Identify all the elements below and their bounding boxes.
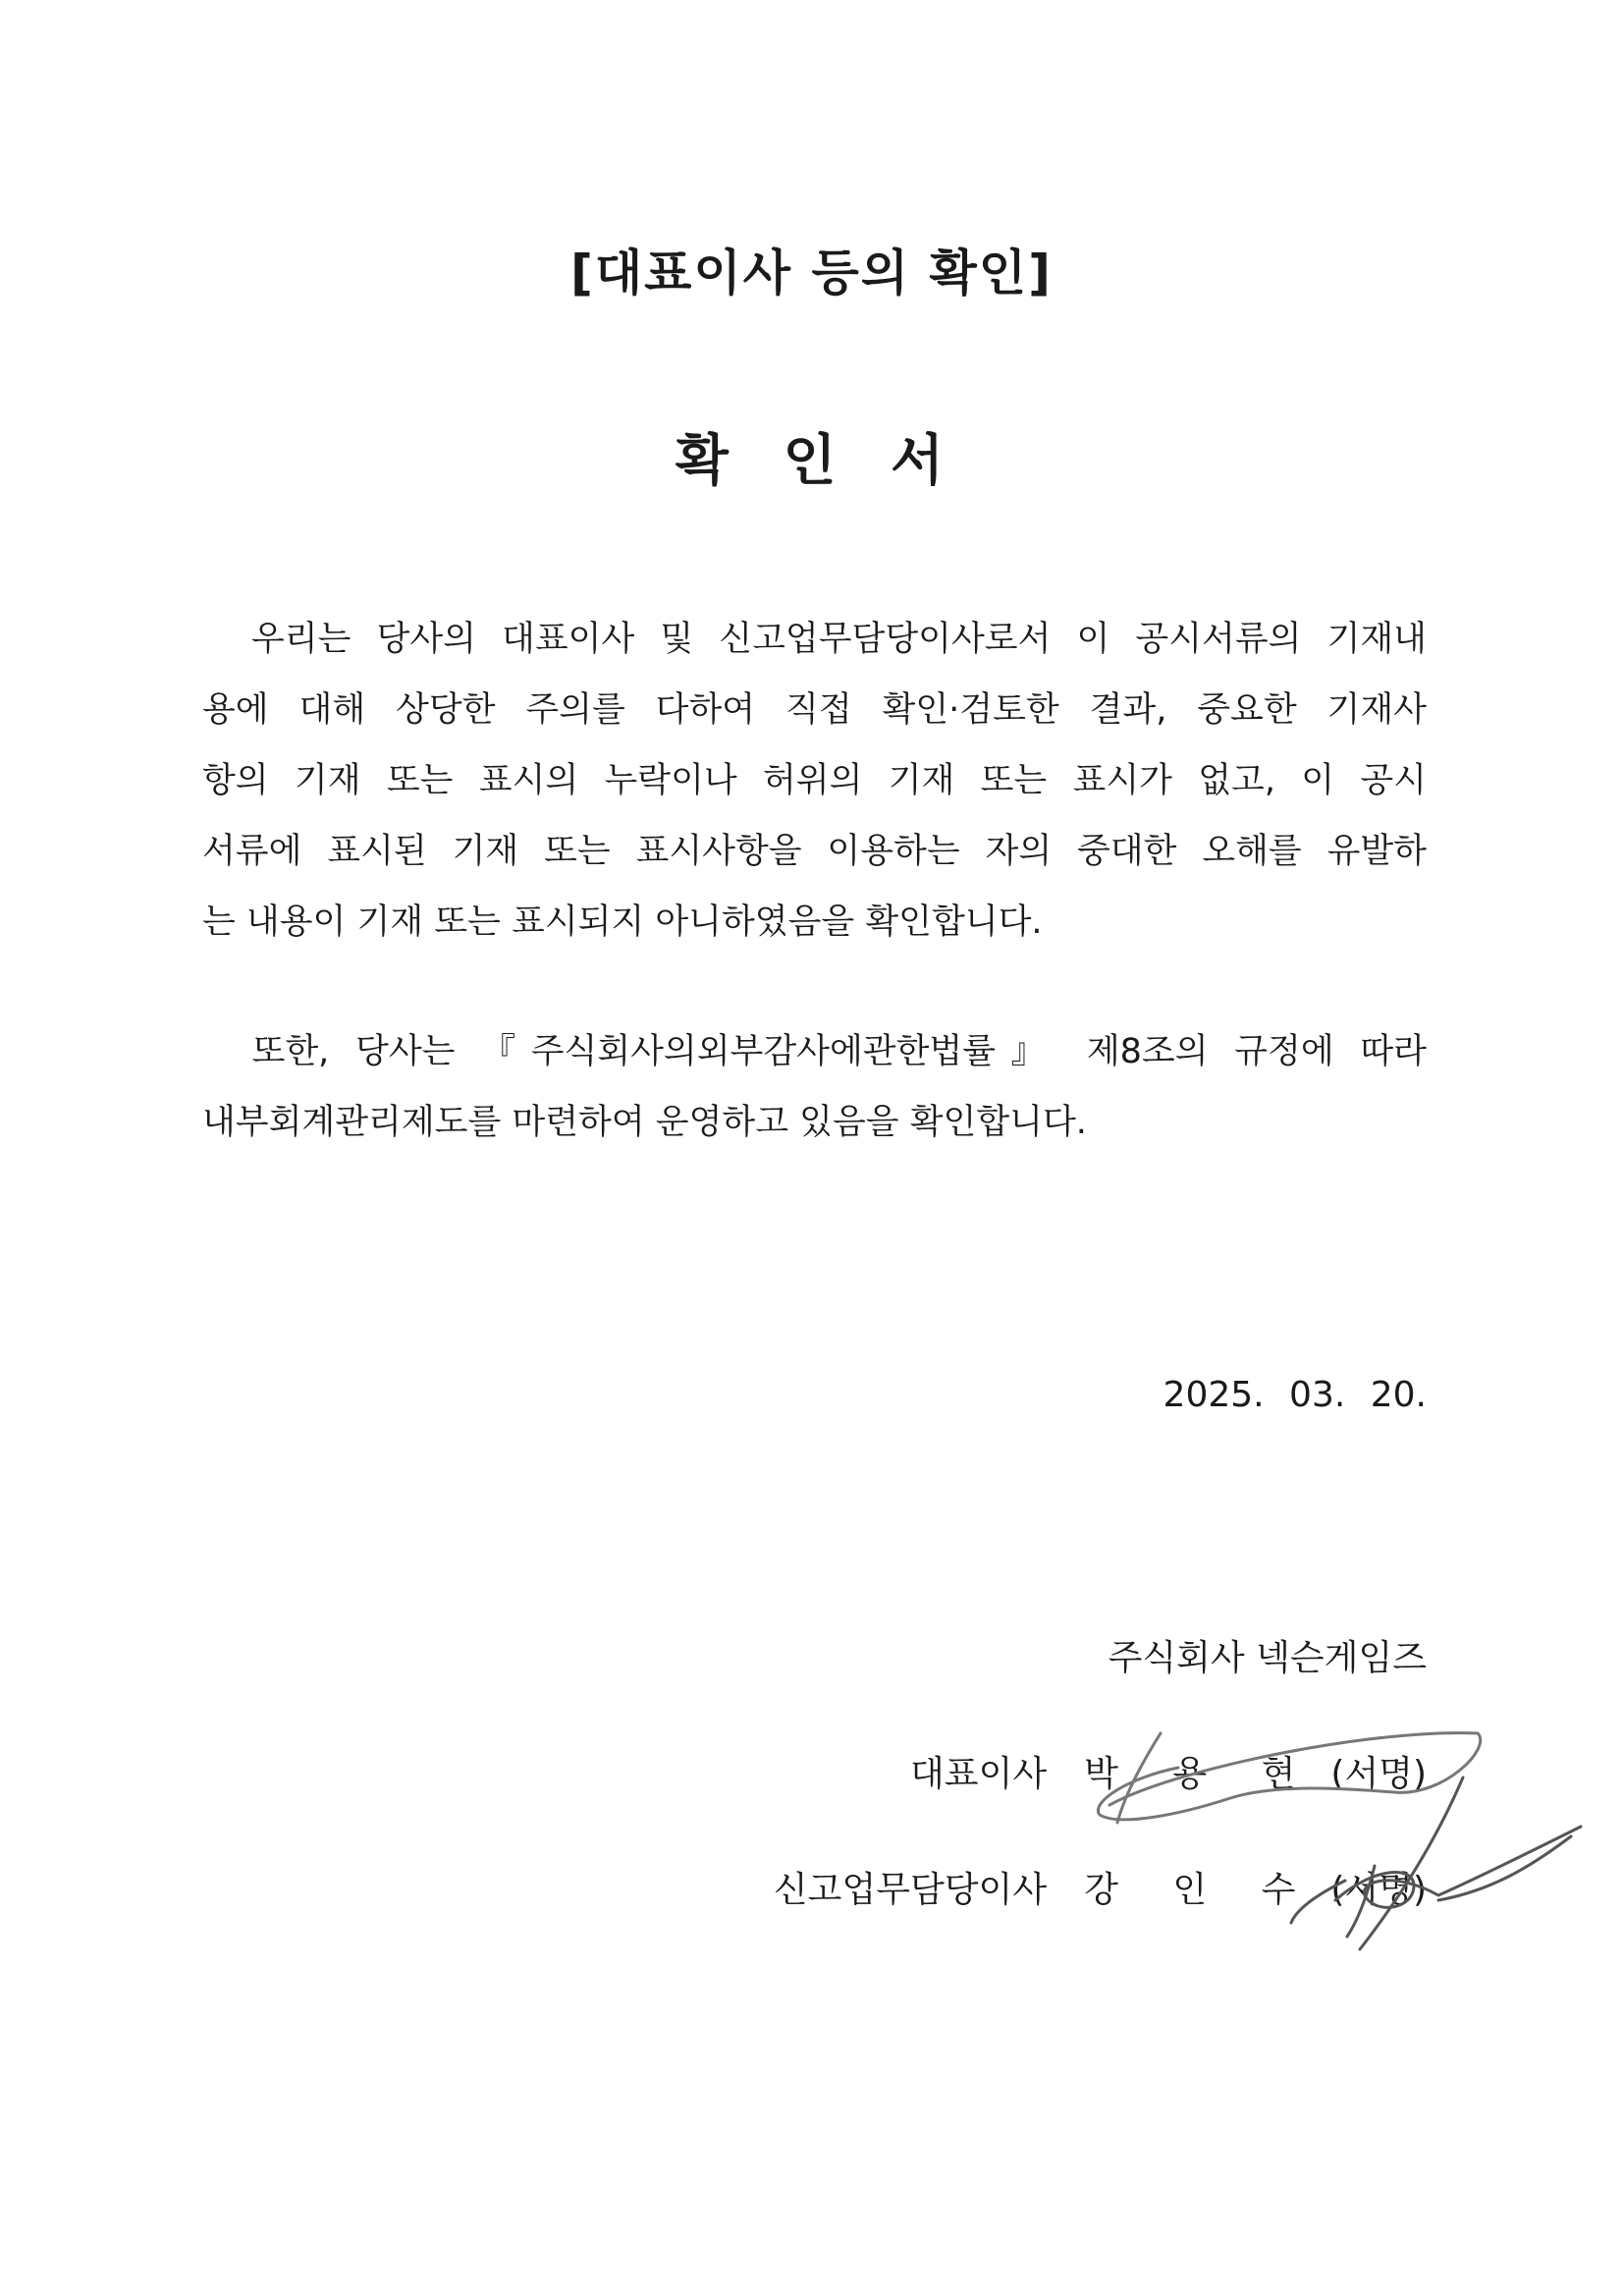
ceo-signature-line xyxy=(910,1746,1427,1796)
sign-label: (서명) xyxy=(1330,1754,1427,1794)
paragraph-line: 항의 기재 또는 표시의 누락이나 허위의 기재 또는 표시가 없고, 이 공시 xyxy=(202,761,1427,800)
document-heading: [대표이사 등의 확인] xyxy=(570,245,1053,301)
paragraph-line: 우리는 당사의 대표이사 및 신고업무담당이사로서 이 공시서류의 기재내 xyxy=(202,620,1427,659)
confirmation-paragraph xyxy=(202,604,1427,957)
document-title: 확 인 서 xyxy=(675,429,948,493)
paragraph-line: 는 내용이 기재 또는 표시되지 아니하였음을 확인합니다. xyxy=(202,902,1043,942)
signatory-role: 대표이사 xyxy=(910,1754,1048,1794)
signatory-name: 박 용 현 xyxy=(1084,1754,1318,1794)
company-name: 주식회사 넥슨게임즈 xyxy=(1108,1638,1427,1678)
sign-label: (서명) xyxy=(1330,1870,1427,1910)
paragraph-line: 용에 대해 상당한 주의를 다하여 직접 확인·검토한 결과, 중요한 기재사 xyxy=(202,690,1427,730)
paragraph-line: 또한, 당사는 『주식회사의외부감사에관한법률』 제8조의 규정에 따라 xyxy=(202,1032,1427,1071)
paragraph-line: 내부회계관리제도를 마련하여 운영하고 있음을 확인합니다. xyxy=(202,1103,1087,1142)
paragraph-line: 서류에 표시된 기재 또는 표시사항을 이용하는 자의 중대한 오해를 유발하 xyxy=(202,832,1427,871)
signatory-name: 강 인 수 xyxy=(1084,1870,1318,1910)
internal-control-paragraph xyxy=(202,1016,1427,1158)
cfo-signature-line xyxy=(774,1862,1427,1912)
signatory-role: 신고업무담당이사 xyxy=(773,1870,1048,1910)
document-date: 2025. 03. 20. xyxy=(1163,1375,1427,1415)
